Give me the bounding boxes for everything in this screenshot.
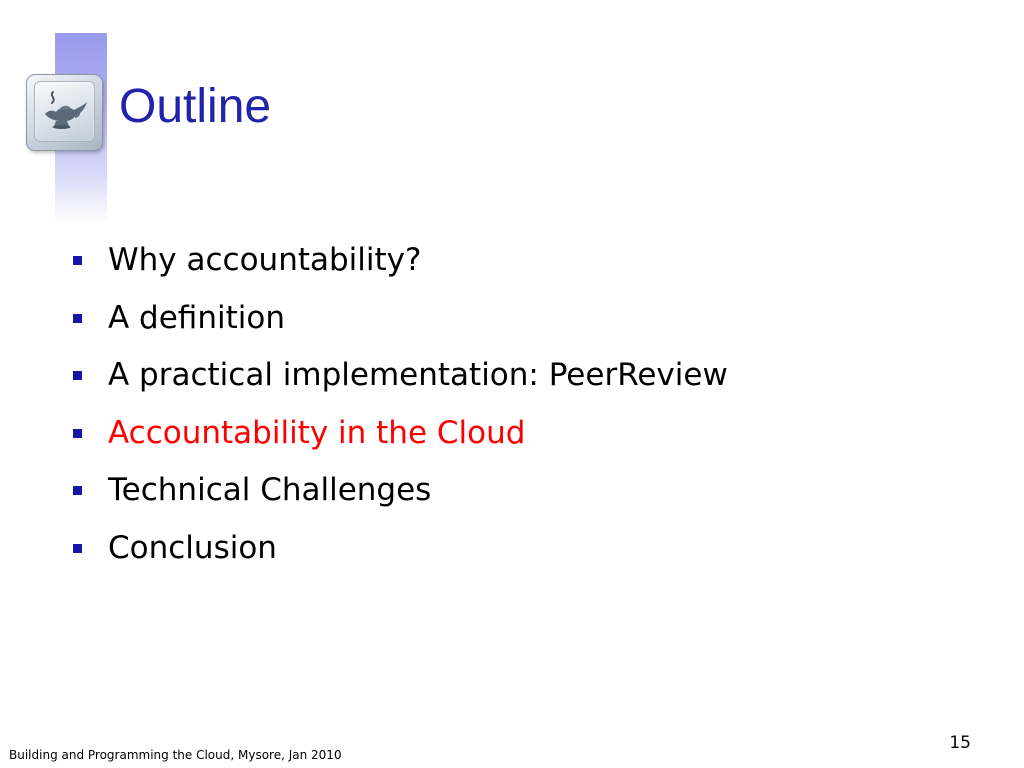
- bullet-text: A practical implementation: PeerReview: [108, 357, 728, 394]
- bullet-square-icon: [73, 429, 82, 438]
- bullet-text: Why accountability?: [108, 242, 422, 279]
- bullet-text-highlighted: Accountability in the Cloud: [108, 414, 526, 451]
- magic-lamp-icon: [34, 81, 95, 142]
- bullet-square-icon: [73, 256, 82, 265]
- bullet-item-why-accountability: [70, 232, 728, 290]
- bullet-square-icon: [73, 371, 82, 380]
- bullet-text: A definition: [108, 299, 285, 336]
- bullet-text: Technical Challenges: [108, 472, 432, 509]
- bullet-item-definition: [70, 290, 728, 348]
- bullet-list: [70, 232, 728, 577]
- bullet-square-icon: [73, 486, 82, 495]
- bullet-item-accountability-cloud: [70, 405, 728, 463]
- slide-footer: Building and Programming the Cloud, Mysore, Jan 2010: [9, 748, 342, 762]
- bullet-item-practical-implementation: [70, 347, 728, 405]
- page-number: 15: [949, 733, 971, 753]
- bullet-text: Conclusion: [108, 529, 277, 566]
- bullet-item-technical-challenges: [70, 462, 728, 520]
- bullet-item-conclusion: [70, 520, 728, 578]
- bullet-square-icon: [73, 314, 82, 323]
- bullet-square-icon: [73, 544, 82, 553]
- slide-title: Outline: [119, 80, 272, 133]
- logo-tile: [26, 74, 103, 151]
